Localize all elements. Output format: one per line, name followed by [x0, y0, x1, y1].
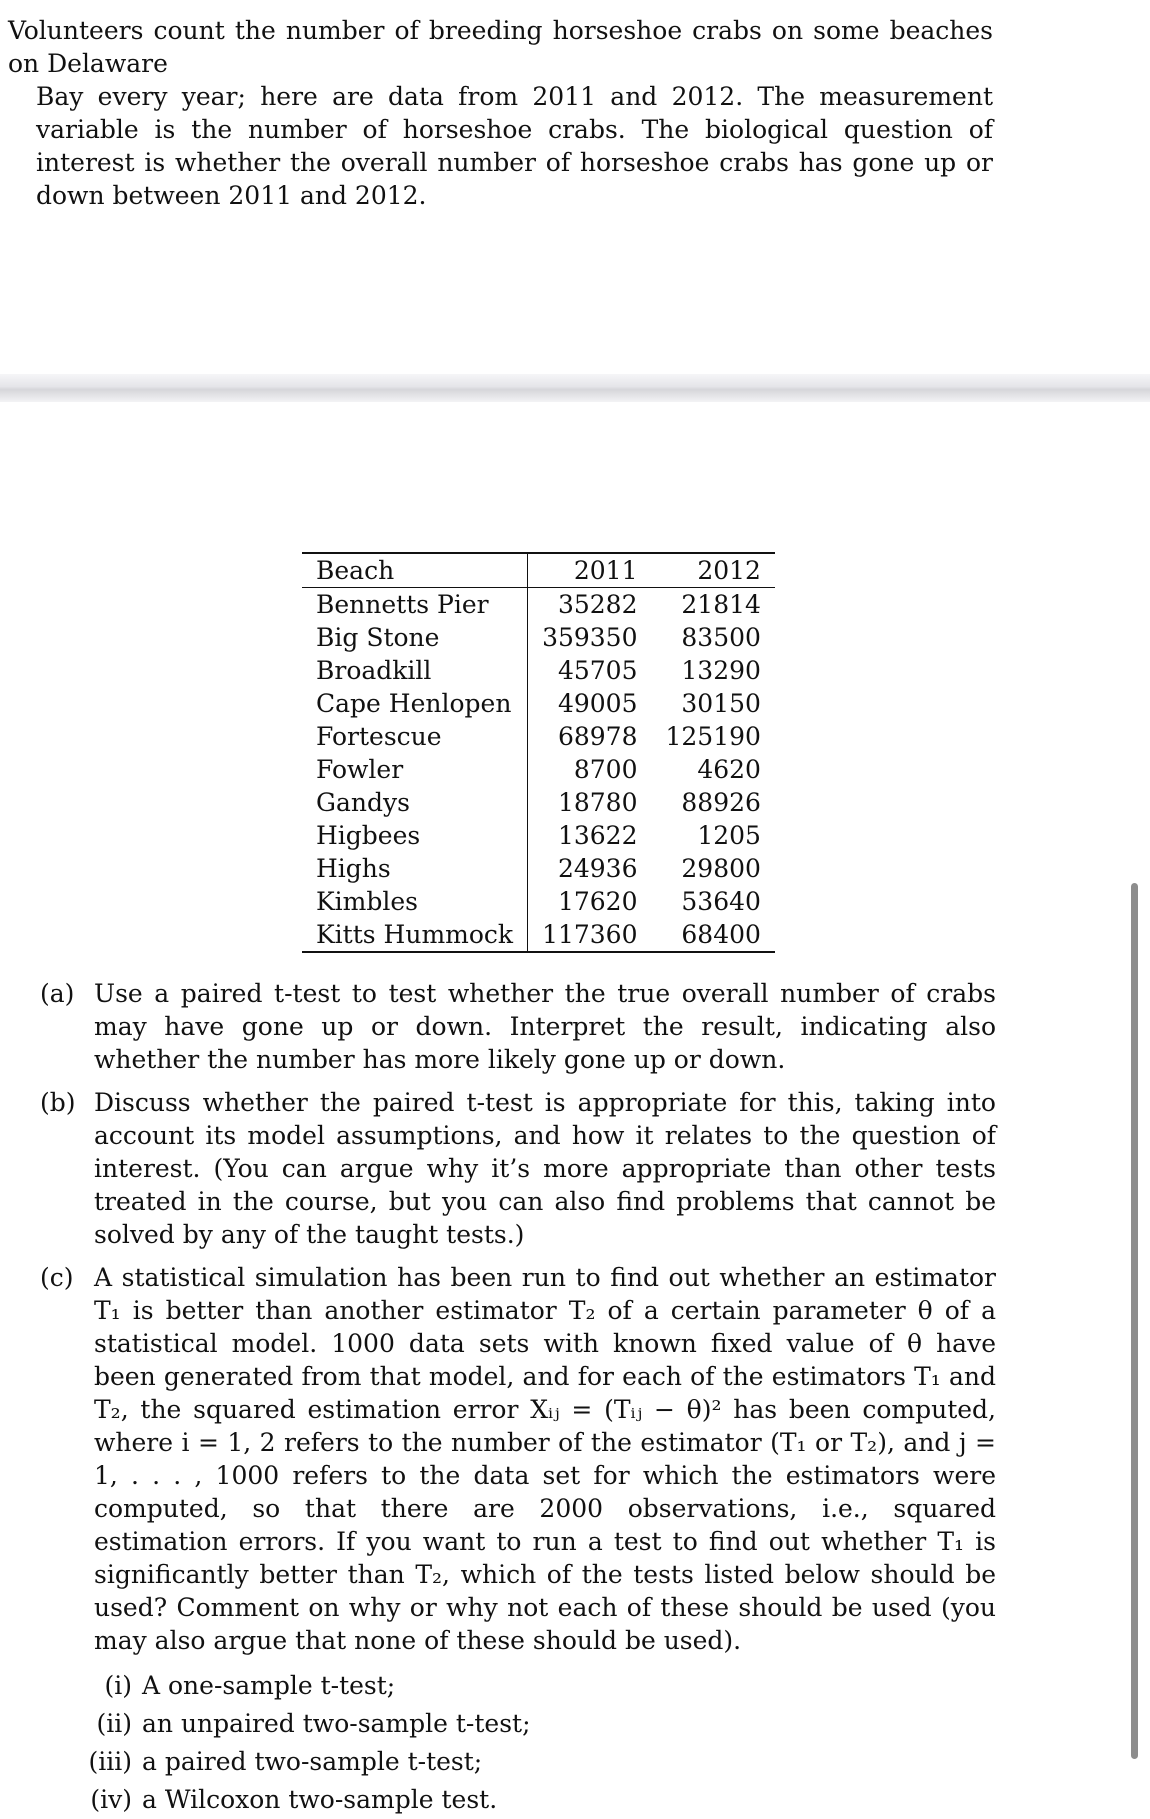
count-2012: 4620	[697, 755, 761, 784]
intro-first-line: Volunteers count the number of breeding horseshoe crabs on some beaches on Delaware	[8, 16, 993, 78]
header-2011: 2011	[573, 556, 638, 585]
table-row	[302, 918, 775, 952]
beach-name: Cape Henlopen	[302, 687, 528, 720]
test-options-list	[40, 1667, 996, 1819]
list-item	[88, 1705, 996, 1743]
option-text: an unpaired two-sample t-test;	[142, 1709, 531, 1738]
count-2012: 21814	[681, 590, 761, 619]
count-2012: 83500	[681, 623, 761, 652]
count-2012: 13290	[681, 656, 761, 685]
list-item	[88, 1743, 996, 1781]
count-2011: 17620	[557, 887, 638, 916]
count-2011: 18780	[557, 788, 638, 817]
table-row	[302, 786, 775, 819]
count-2012: 1205	[697, 821, 761, 850]
option-label: (iv)	[90, 1785, 132, 1814]
header-beach: Beach	[302, 553, 528, 588]
count-2011: 49005	[557, 689, 638, 718]
count-2011: 359350	[542, 623, 638, 652]
beach-name: Gandys	[302, 786, 528, 819]
table-row	[302, 753, 775, 786]
question-list	[40, 977, 996, 1819]
count-2012: 29800	[681, 854, 761, 883]
count-2012: 30150	[681, 689, 761, 718]
question-label: (c)	[40, 1263, 74, 1292]
option-text: A one-sample t-test;	[142, 1671, 396, 1700]
crab-count-table	[302, 552, 775, 953]
table-row	[302, 588, 775, 622]
question-b	[40, 1086, 996, 1251]
option-label: (iii)	[88, 1747, 132, 1776]
question-label: (b)	[40, 1088, 76, 1117]
question-text: Discuss whether the paired t-test is appropriate for this, taking into account its model assumptions, and how it relates to the question of interest. (You can argue why it’s more appropriate than other tests treated in the course, but you can also find problems that cannot be solved by any of the taught tests.)	[94, 1088, 996, 1249]
count-2011: 35282	[557, 590, 638, 619]
beach-name: Kitts Hummock	[302, 918, 528, 952]
table-header-row	[302, 553, 775, 588]
beach-name: Broadkill	[302, 654, 528, 687]
table-row	[302, 852, 775, 885]
option-label: (ii)	[96, 1709, 132, 1738]
count-2011: 24936	[557, 854, 638, 883]
count-2011: 68978	[557, 722, 638, 751]
count-2012: 53640	[681, 887, 761, 916]
beach-name: Fortescue	[302, 720, 528, 753]
question-c	[40, 1261, 996, 1657]
table-row	[302, 885, 775, 918]
intro-continuation: Bay every year; here are data from 2011 and 2012. The measurement variable is the number of horseshoe crabs. The biological question of interest is whether the overall number of horseshoe crabs has gone up or down between 2011 and 2012.	[36, 82, 993, 210]
table-row	[302, 621, 775, 654]
count-2011: 13622	[557, 821, 638, 850]
question-text: Use a paired t-test to test whether the true overall number of crabs may have gone up or down. Interpret the result, indicating also whether the number has more likely gone up or down.	[94, 979, 996, 1074]
page-divider	[0, 374, 1150, 402]
question-label: (a)	[40, 979, 75, 1008]
count-2012: 125190	[665, 722, 761, 751]
beach-name: Big Stone	[302, 621, 528, 654]
question-text: A statistical simulation has been run to find out whether an estimator T₁ is better than another estimator T₂ of a certain parameter θ of a statistical model. 1000 data sets with known fixed value of θ have been generated from that model, and for each of the estimators T₁ and T₂, the squared estimation error Xᵢⱼ = (Tᵢⱼ − θ)² has been computed, where i = 1, 2 refers to the number of the estimator (T₁ or T₂), and j = 1, . . . , 1000 refers to the data set for which the estimators were computed, so that there are 2000 observations, i.e., squared estimation errors. If you want to run a test to find out whether T₁ is significantly better than T₂, which of the tests listed below should be used? Comment on why or why not each of these should be used (you may also argue that none of these should be used).	[94, 1263, 996, 1655]
table-row	[302, 687, 775, 720]
list-item	[88, 1781, 996, 1819]
vertical-scrollbar[interactable]	[1131, 883, 1138, 1759]
count-2011: 117360	[542, 920, 638, 949]
beach-name: Bennetts Pier	[302, 588, 528, 622]
table-row	[302, 819, 775, 852]
header-2012: 2012	[697, 556, 761, 585]
list-item	[88, 1667, 996, 1705]
beach-name: Highs	[302, 852, 528, 885]
question-c-body	[94, 1261, 996, 1657]
count-2012: 68400	[681, 920, 761, 949]
table-row	[302, 654, 775, 687]
table-row	[302, 720, 775, 753]
option-text: a Wilcoxon two-sample test.	[142, 1785, 498, 1814]
count-2012: 88926	[681, 788, 761, 817]
beach-name: Higbees	[302, 819, 528, 852]
beach-name: Fowler	[302, 753, 528, 786]
option-label: (i)	[104, 1671, 132, 1700]
count-2011: 8700	[573, 755, 638, 784]
option-text: a paired two-sample t-test;	[142, 1747, 483, 1776]
question-a	[40, 977, 996, 1076]
count-2011: 45705	[557, 656, 638, 685]
intro-paragraph	[8, 14, 993, 212]
beach-name: Kimbles	[302, 885, 528, 918]
